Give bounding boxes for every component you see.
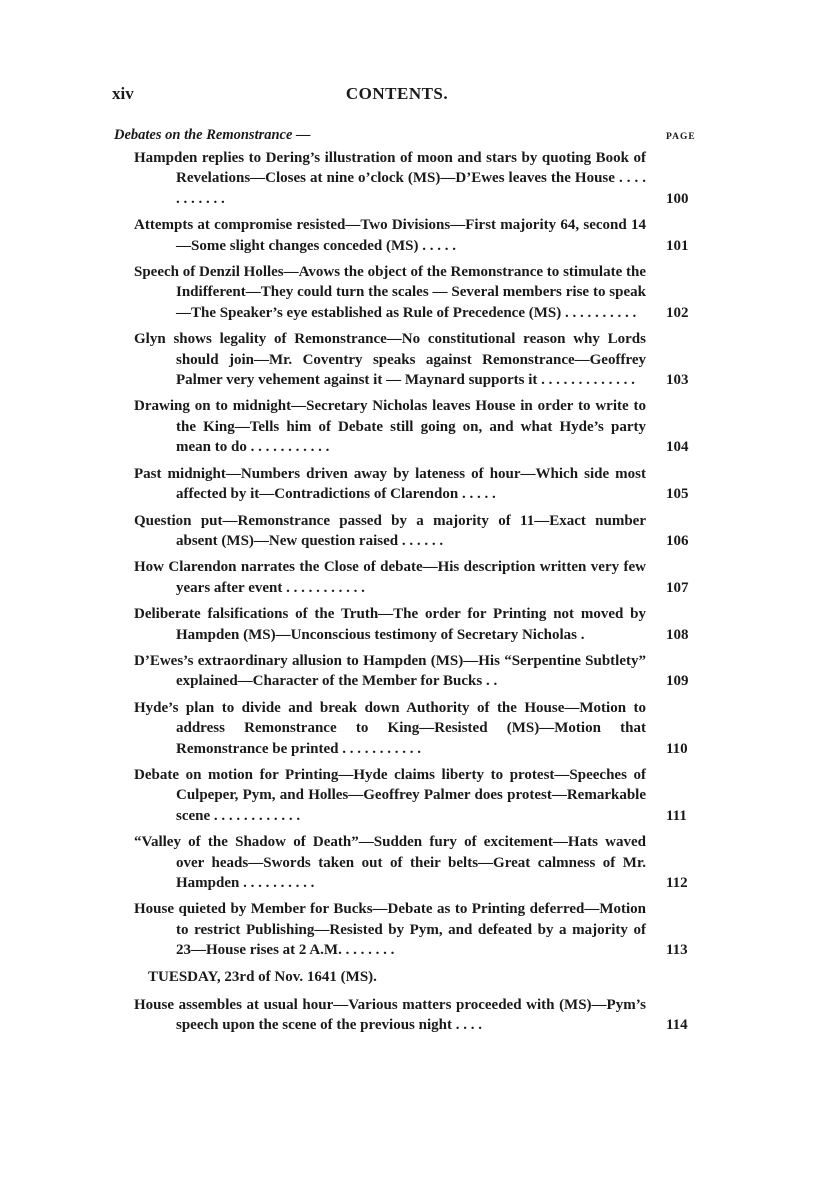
entry-page-number: 107 (666, 579, 689, 596)
contents-entry: Question put—Remonstrance passed by a majority of 11—Exact number absent (MS)—New question raised . . . . . . 106 (176, 511, 646, 552)
contents-entry: Hampden replies to Dering’s illustration of moon and stars by quoting Book of Revelations—Closes at nine o’clock (MS)—D’Ewes leaves the House . . . . . . . . . . . 100 (176, 148, 646, 209)
entry-page-number: 101 (666, 237, 689, 254)
contents-entry: Past midnight—Numbers driven away by lateness of hour—Which side most affected by it—Contradictions of Clarendon . . . . . 105 (176, 464, 646, 505)
entry-page-number: 111 (666, 807, 687, 824)
entry-page-number: 114 (666, 1017, 688, 1034)
entry-page-number: 113 (666, 942, 688, 959)
entry-page-number: 112 (666, 875, 688, 891)
contents-entry: Hyde’s plan to divide and break down Authority of the House—Motion to address Remonstrance to King—Resisted (MS)—Motion that Remonstrance be printed . . . . . . . . . . . 110 (176, 698, 646, 759)
entry-page-number: 105 (666, 486, 689, 503)
entry-page-number: 104 (666, 439, 689, 456)
page-number: xiv (112, 84, 134, 103)
contents-entries (0, 148, 840, 1042)
entry-page-number: 110 (666, 740, 688, 757)
contents-entry: Speech of Denzil Holles—Avows the object of the Remonstrance to stimulate the Indifferent—They could turn the scales — Several members rise to speak—The Speaker’s eye established as Rule of Precedence (MS) . . . . . . . . . . 102 (176, 262, 646, 323)
contents-entry: Deliberate falsifications of the Truth—The order for Printing not moved by Hampden (MS)—Unconscious testimony of Secretary Nicholas . 108 (176, 604, 646, 645)
contents-entry: Debate on motion for Printing—Hyde claims liberty to protest—Speeches of Culpeper, Pym, and Holles—Geoffrey Palmer does protest—Remarkable scene . . . . . . . . . . . . 111 (176, 765, 646, 826)
entry-page-number: 100 (666, 190, 689, 207)
date-heading: TUESDAY, 23rd of Nov. 1641 (MS). (148, 968, 377, 985)
contents-entry: Glyn shows legality of Remonstrance—No constitutional reason why Lords should join—Mr. Coventry speaks against Remonstrance—Geoffrey Palmer very vehement against it — Maynard supports it . . . . . . . . . . . . . 103 (176, 329, 646, 390)
contents-entry: “Valley of the Shadow of Death”—Sudden fury of excitement—Hats waved over heads—Swords taken out of their belts—Great calmness of Mr. Hampden . . . . . . . . . . 112 (176, 832, 646, 893)
contents-entry: Attempts at compromise resisted—Two Divisions—First majority 64, second 14—Some slight changes conceded (MS) . . . . . 101 (176, 215, 646, 256)
entry-page-number: 103 (666, 372, 689, 389)
page-column-label: PAGE (666, 132, 696, 142)
contents-entry: House quieted by Member for Bucks—Debate as to Printing deferred—Motion to restrict Publishing—Resisted by Pym, and defeated by a majority of 23—House rises at 2 A.M. . . . . . . . 113 (176, 899, 646, 960)
entry-page-number: 109 (666, 673, 689, 690)
contents-entry: D’Ewes’s extraordinary allusion to Hampden (MS)—His “Serpentine Subtlety” explained—Character of the Member for Bucks . . 109 (176, 651, 646, 692)
entry-page-number: 106 (666, 532, 689, 549)
contents-entry: Drawing on to midnight—Secretary Nicholas leaves House in order to write to the King—Tells him of Debate still going on, and what Hyde’s party mean to do . . . . . . . . . . . 104 (176, 396, 646, 457)
running-title: CONTENTS. (345, 84, 449, 103)
contents-entry: House assembles at usual hour—Various matters proceeded with (MS)—Pym’s speech upon the scene of the previous night . . . . 114 (176, 995, 646, 1036)
page-header (112, 84, 682, 110)
entry-page-number: 102 (666, 304, 689, 321)
section-heading: Debates on the Remonstrance — (114, 127, 311, 143)
contents-entry: How Clarendon narrates the Close of debate—His description written very few years after event . . . . . . . . . . . 107 (176, 557, 646, 598)
entry-page-number: 108 (666, 626, 689, 643)
